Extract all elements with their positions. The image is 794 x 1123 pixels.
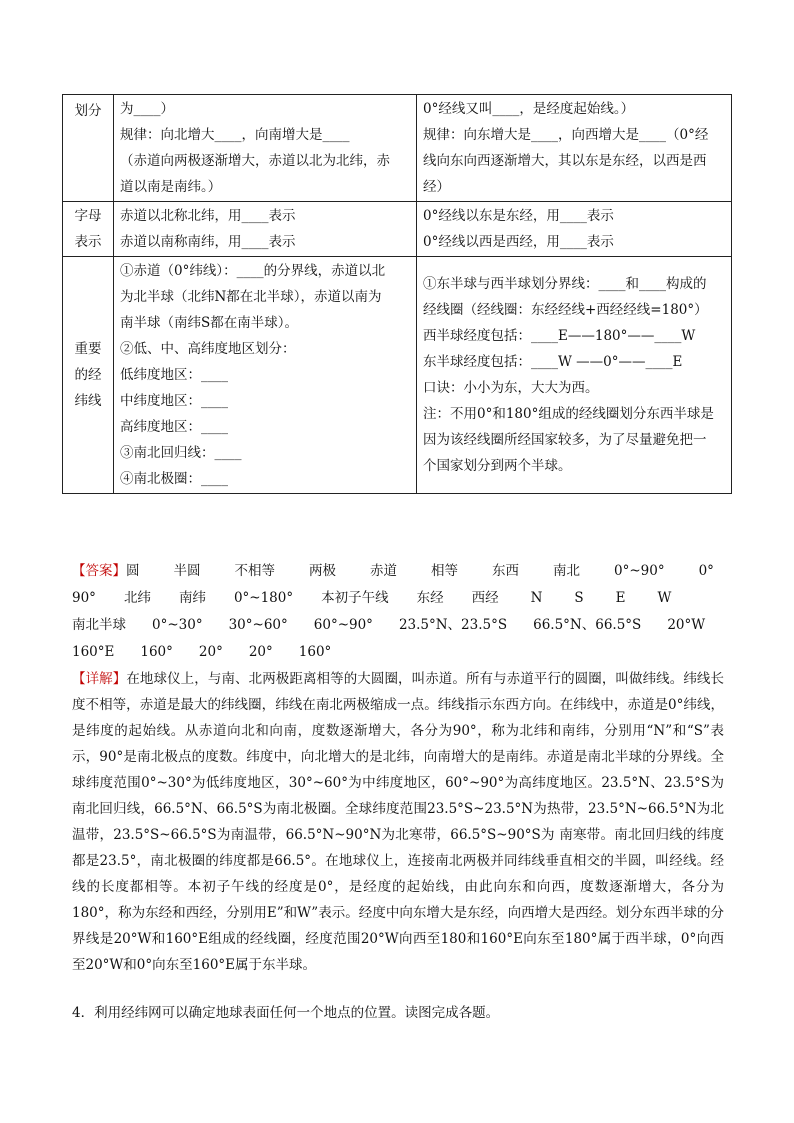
detail-label: 【详解】 bbox=[72, 671, 127, 687]
cell-line: 南半球（南纬S都在南半球）。 bbox=[120, 315, 298, 331]
latitude-cell bbox=[114, 202, 417, 257]
answer-item: 20°W bbox=[667, 617, 706, 633]
answer-item: 20° bbox=[198, 644, 223, 660]
answer-item: 0° bbox=[698, 563, 714, 579]
longitude-cell bbox=[417, 257, 732, 494]
cell-line: 个国家划分到两个半球。 bbox=[423, 458, 572, 474]
answer-item: 东经 bbox=[416, 590, 444, 606]
table-row bbox=[63, 257, 732, 494]
row-label bbox=[63, 202, 114, 257]
row-label-text: 字母 bbox=[74, 208, 102, 224]
longitude-cell bbox=[417, 202, 732, 257]
answer-row bbox=[72, 639, 742, 666]
answer-item: 南北 bbox=[553, 563, 580, 579]
answer-item: 本初子午线 bbox=[321, 590, 389, 606]
answer-item: 西经 bbox=[471, 590, 499, 606]
answer-item: 160° bbox=[298, 644, 332, 660]
cell-line: 规律：向东增大是____，向西增大是____（0°经 bbox=[423, 127, 709, 143]
answer-item: 圆 bbox=[126, 563, 140, 579]
answer-label: 【答案】 bbox=[72, 563, 126, 579]
answer-item: 半圆 bbox=[173, 563, 201, 579]
answer-item: 东西 bbox=[492, 563, 519, 579]
cell-line: ①赤道（0°纬线）：____的分界线，赤道以北 bbox=[120, 263, 386, 279]
row-label-text: 纬线 bbox=[74, 393, 102, 409]
latitude-cell bbox=[114, 95, 417, 202]
row-label-text: 表示 bbox=[74, 234, 102, 250]
cell-line: 西半球经度包括：____E——180°——____W bbox=[423, 328, 696, 344]
cell-line: 低纬度地区：____ bbox=[120, 367, 228, 383]
answer-item: E bbox=[615, 590, 626, 606]
cell-line: 道以南是南纬。） bbox=[120, 179, 222, 195]
row-label-text: 划分 bbox=[74, 103, 102, 119]
explanation-paragraph bbox=[72, 666, 724, 978]
answer-item: 相等 bbox=[431, 563, 458, 579]
answer-section bbox=[72, 558, 742, 666]
answer-item: 23.5°N、23.5°S bbox=[398, 617, 508, 633]
answer-item: 30°~60° bbox=[228, 617, 288, 633]
answer-item: 赤道 bbox=[370, 563, 397, 579]
answer-row bbox=[72, 558, 742, 585]
answer-item: 0°~180° bbox=[233, 590, 294, 606]
answer-item: 南纬 bbox=[178, 590, 206, 606]
answer-item: 两极 bbox=[309, 563, 336, 579]
answer-item: N bbox=[530, 590, 543, 606]
row-label-text: 重要 bbox=[74, 341, 102, 357]
cell-line: 经） bbox=[423, 179, 450, 195]
table-row bbox=[63, 95, 732, 202]
answer-item: W bbox=[657, 590, 672, 606]
detail-text: 在地球仪上，与南、北两极距离相等的大圆圈，叫赤道。所有与赤道平行的圆圈，叫做纬线。纬线长度不相等，赤道是最大的纬线圈，纬线在南北两极缩成一点。纬线指示东西方向。在纬线中，赤道是0°纬线，是纬度的起始线。从赤道向北和向南，度数逐渐增大，各分为90°，称为北纬和南纬，分别用“N”和“S”表示，90°是南北极点的度数。纬度中，向北增大的是北纬，向南增大的是南纬。赤道是南北半球的分界线。全球纬度范围0°~30°为低纬度地区，30°~60°为中纬度地区，60°~90°为高纬度地区。23.5°N、23.5°S为南北回归线，66.5°N、66.5°S为南北极圈。全球纬度范围23.5°S~23.5°N为热带，23.5°N~66.5°N为北温带，23.5°S~66.5°S为南温带，66.5°N~90°N为北寒带，66.5°S~90°S为 南寒带。南北回归线的纬度都是23.5°，南北极圈的纬度都是66.5°。在地球仪上，连接南北两极并同纬线垂直相交的半圆，叫经线。经线的长度都相等。本初子午线的经度是0°，是经度的起始线，由此向东和向西，度数逐渐增大，各分为180°，称为东经和西经，分别用E”和W”表示。经度中向东增大是东经，向西增大是西经。划分东西半球的分界线是20°W和160°E组成的经线圈，经度范围20°W向西至180和160°E向东至180°属于西半球，0°向西至20°W和0°向东至160°E属于东半球。 bbox=[72, 671, 725, 973]
cell-line: 中纬度地区：____ bbox=[120, 393, 228, 409]
cell-line: 为北半球（北纬N都在北半球），赤道以南为 bbox=[120, 289, 382, 305]
answer-item: 160°E bbox=[72, 644, 115, 660]
cell-line: 注：不用0°和180°组成的经线圈划分东西半球是 bbox=[423, 406, 714, 422]
question-4: 4．利用经纬网可以确定地球表面任何一个地点的位置。读图完成各题。 bbox=[72, 1005, 500, 1021]
cell-line: 高纬度地区：____ bbox=[120, 419, 228, 435]
cell-line: 规律：向北增大____，向南增大是____ bbox=[120, 127, 350, 143]
cell-line: （赤道向两极逐渐增大，赤道以北为北纬，赤 bbox=[120, 153, 390, 169]
answer-row bbox=[72, 612, 742, 639]
row-label-text: 的经 bbox=[74, 367, 102, 383]
cell-line: ③南北回归线：____ bbox=[120, 445, 242, 461]
cell-line: 为____） bbox=[120, 101, 174, 117]
cell-line: 赤道以北称北纬，用____表示 bbox=[120, 208, 296, 224]
cell-line: 0°经线以西是西经，用____表示 bbox=[423, 234, 614, 250]
cell-line: 线向东向西逐渐增大，其以东是东经，以西是西 bbox=[423, 153, 707, 169]
cell-line: ②低、中、高纬度地区划分： bbox=[120, 341, 296, 357]
answer-item: 66.5°N、66.5°S bbox=[533, 617, 642, 633]
cell-line: 赤道以南称南纬，用____表示 bbox=[120, 234, 296, 250]
cell-line: 因为该经线圈所经国家较多，为了尽量避免把一 bbox=[423, 432, 707, 448]
row-label bbox=[63, 95, 114, 202]
cell-line: ④南北极圈：____ bbox=[120, 471, 228, 487]
answer-item: 不相等 bbox=[234, 563, 275, 579]
answer-item: 90° bbox=[72, 590, 96, 606]
answer-item: 南北半球 bbox=[72, 617, 126, 633]
comparison-table bbox=[62, 94, 732, 494]
answer-item: 20° bbox=[248, 644, 273, 660]
answer-row bbox=[72, 585, 742, 612]
cell-line: 经线圈（经线圈：东经经线+西经经线=180°） bbox=[423, 302, 708, 318]
answer-item: 0°~30° bbox=[152, 617, 203, 633]
table-row bbox=[63, 202, 732, 257]
cell-line: 口诀：小小为东，大大为西。 bbox=[423, 380, 599, 396]
answer-item: S bbox=[574, 590, 584, 606]
cell-line: 0°经线又叫____，是经度起始线。） bbox=[423, 101, 635, 117]
answer-item: 160° bbox=[140, 644, 173, 660]
answer-item: 北纬 bbox=[123, 590, 151, 606]
longitude-cell bbox=[417, 95, 732, 202]
latitude-cell bbox=[114, 257, 417, 494]
row-label bbox=[63, 257, 114, 494]
answer-item: 60°~90° bbox=[313, 617, 373, 633]
answer-item: 0°~90° bbox=[614, 563, 665, 579]
cell-line: ①东半球与西半球划分界线：____和____构成的 bbox=[423, 276, 707, 292]
cell-line: 0°经线以东是东经，用____表示 bbox=[423, 208, 614, 224]
cell-line: 东半球经度包括：____W ——0°——____E bbox=[423, 354, 683, 370]
